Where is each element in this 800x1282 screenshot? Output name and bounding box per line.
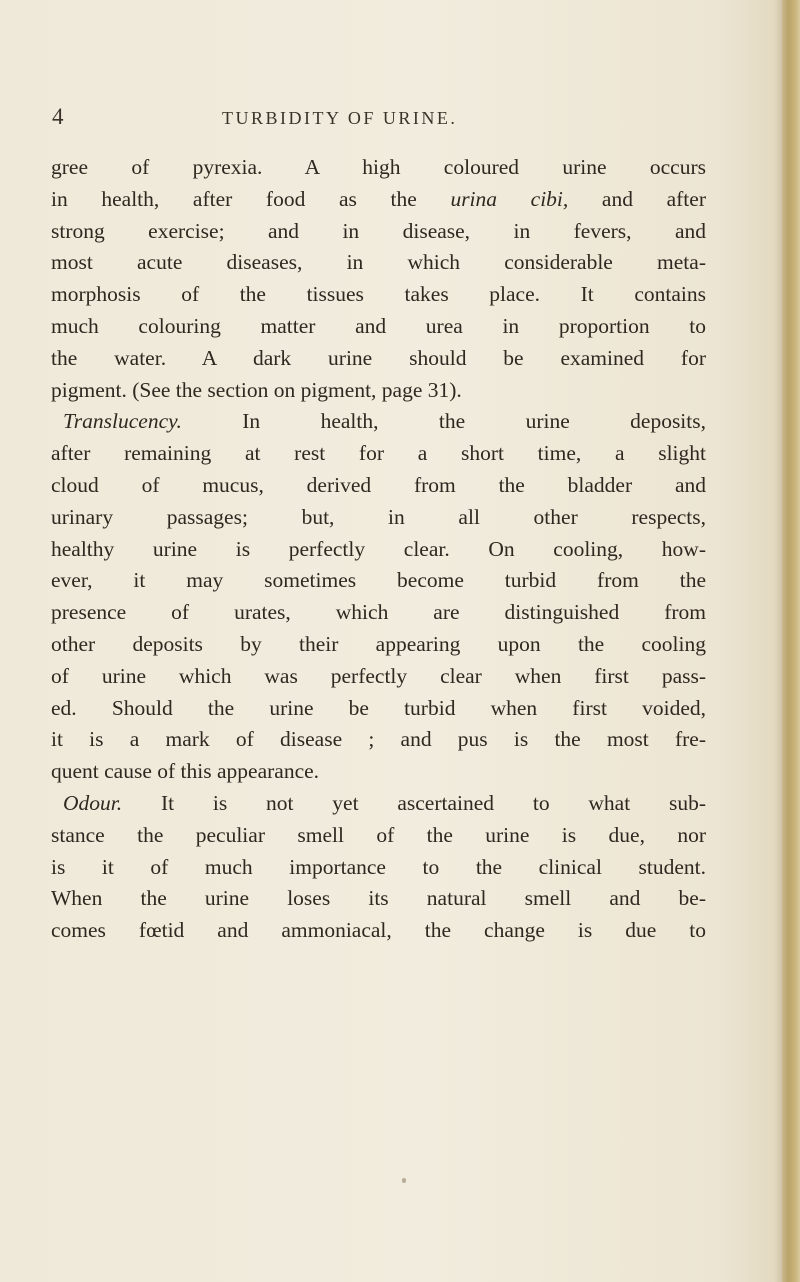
text-line: other deposits by their appearing upon the cooling <box>51 631 706 656</box>
text-line: Odour. It is not yet ascertained to what sub- <box>63 790 706 815</box>
text-line: of urine which was perfectly clear when first pass- <box>51 663 706 688</box>
text-line: gree of pyrexia. A high coloured urine occurs <box>51 155 706 179</box>
text-line: urinary passages; but, in all other respects, <box>51 504 706 529</box>
text-line: ed. Should the urine be turbid when first voided, <box>51 695 706 720</box>
text-line: healthy urine is perfectly clear. On cooling, how- <box>51 536 706 561</box>
page-gutter-shadow <box>774 0 782 1282</box>
text-line: When the urine loses its natural smell and be- <box>51 886 706 911</box>
page-header <box>52 104 652 134</box>
section-heading-translucency: Translucency. <box>63 409 182 434</box>
text-line: strong exercise; and in disease, in fevers, and <box>51 218 706 243</box>
text-line: quent cause of this appearance. <box>51 759 320 784</box>
body-text <box>51 152 706 947</box>
paper-speck <box>402 1178 406 1183</box>
text-line: comes fœtid and ammoniacal, the change is due to <box>51 918 706 943</box>
page-edge <box>782 0 800 1282</box>
text-line: is it of much importance to the clinical student. <box>51 854 706 879</box>
text-line: much colouring matter and urea in proportion to <box>51 313 706 338</box>
text-line: most acute diseases, in which considerable meta- <box>51 250 706 275</box>
text-line: cloud of mucus, derived from the bladder and <box>51 472 706 497</box>
italic-term: urina cibi, <box>450 186 569 211</box>
text-line: ever, it may sometimes become turbid from the <box>51 568 706 593</box>
section-heading-odour: Odour. <box>63 790 123 815</box>
text-line: Translucency. In health, the urine deposits, <box>63 409 706 434</box>
text-line: in health, after food as the urina cibi, and after <box>51 186 706 211</box>
text-line: after remaining at rest for a short time, a slight <box>51 441 706 466</box>
text-line: presence of urates, which are distinguished from <box>51 600 706 625</box>
page-number: 4 <box>52 104 64 129</box>
running-head: TURBIDITY OF URINE. <box>222 108 458 128</box>
text-line: the water. A dark urine should be examined for <box>51 345 706 370</box>
text-line: morphosis of the tissues takes place. It contains <box>51 282 706 307</box>
text-line: pigment. (See the section on pigment, page 31). <box>51 377 462 402</box>
text-line: it is a mark of disease ; and pus is the most fre- <box>51 727 706 752</box>
text-line: stance the peculiar smell of the urine is due, nor <box>51 822 706 847</box>
